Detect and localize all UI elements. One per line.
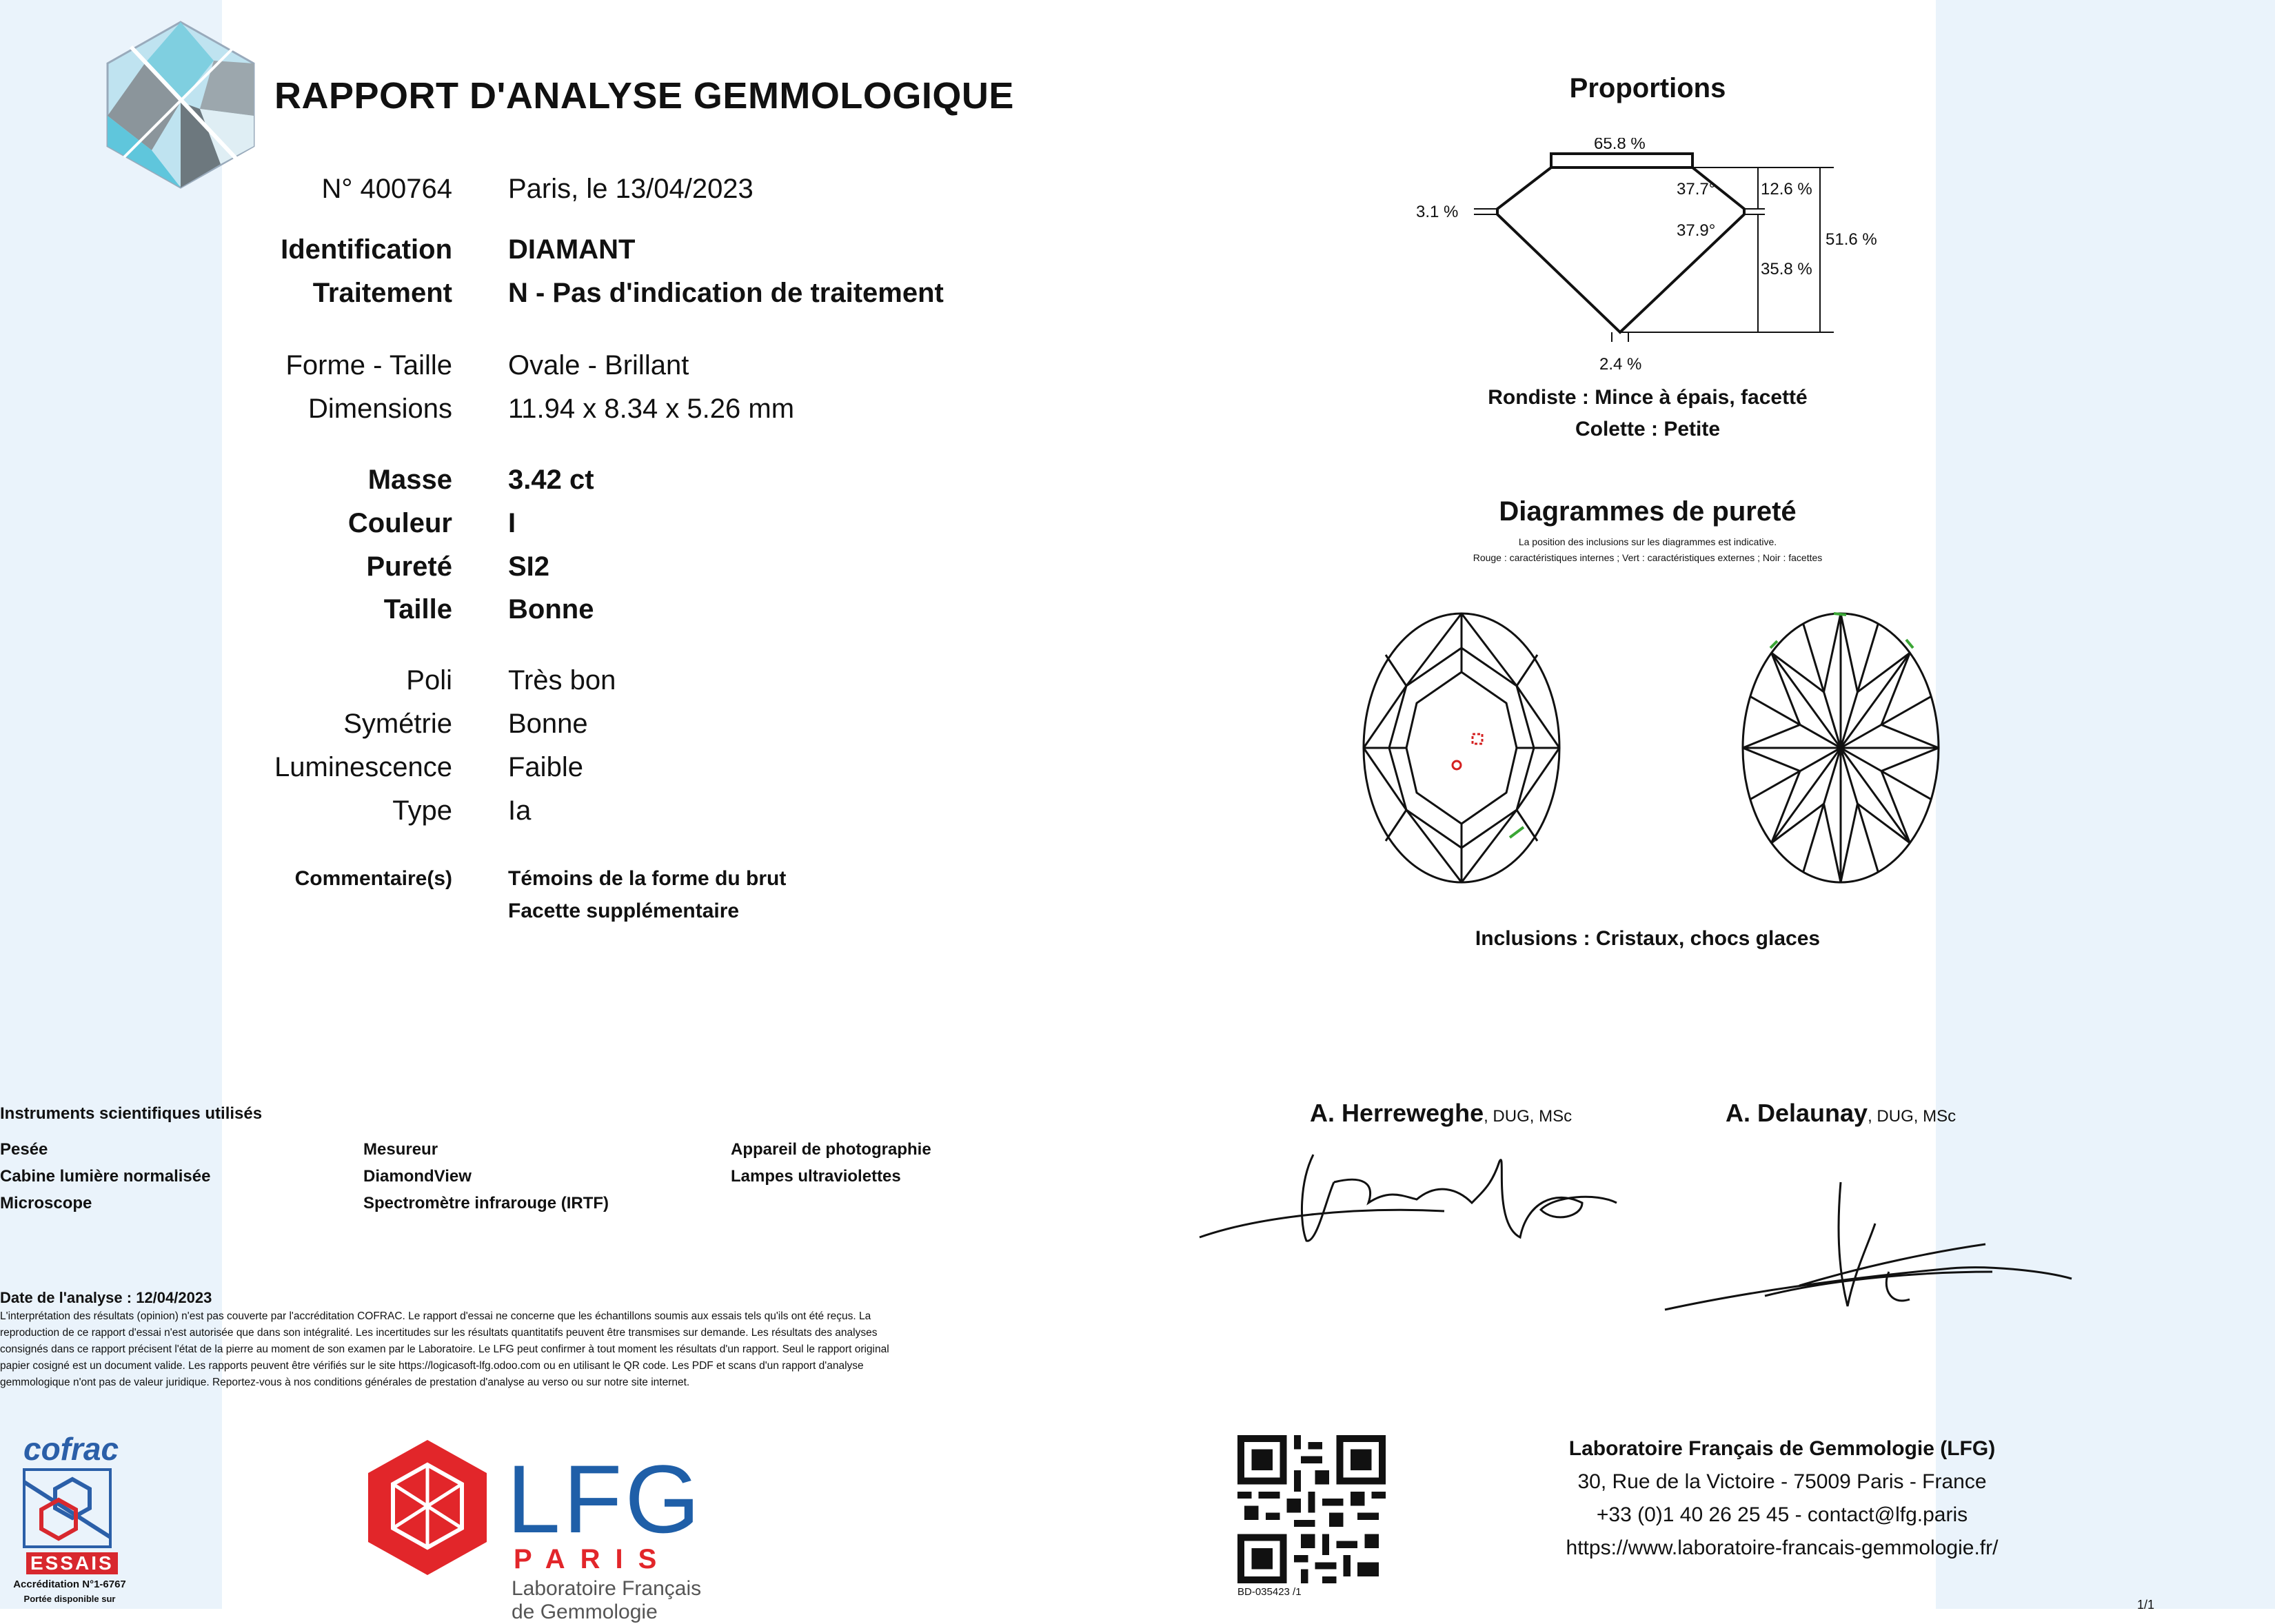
page-number: 1/1 [2137, 1598, 2155, 1612]
lfg-hexagon-logo-icon [365, 1437, 489, 1579]
crown-height-label: 12.6 % [1761, 180, 1812, 199]
cofrac-scope: Portée disponible sur [23, 1594, 116, 1604]
field-label-purete: Pureté [366, 551, 452, 582]
laboratory-contact: +33 (0)1 40 26 25 45 - contact@lfg.paris [1596, 1503, 1968, 1526]
laboratory-address: 30, Rue de la Victoire - 75009 Paris - France [1577, 1470, 1987, 1493]
field-value-dimensions: 11.94 x 8.34 x 5.26 mm [508, 394, 795, 424]
field-label-poli: Poli [406, 665, 452, 696]
girdle-text: Rondiste : Mince à épais, facetté [1488, 386, 1808, 409]
field-value-symetrie: Bonne [508, 709, 588, 739]
field-value-forme: Ovale - Brillant [508, 350, 689, 380]
qr-code-reference: BD-035423 /1 [1237, 1586, 1302, 1598]
instrument-irtf: Spectromètre infrarouge (IRTF) [363, 1194, 609, 1212]
instrument-mesureur: Mesureur [363, 1140, 438, 1159]
signature-delaunay [1661, 1168, 2075, 1327]
instruments-col1 [0, 1136, 210, 1217]
clarity-note-2: Rouge : caractéristiques internes ; Vert : caractéristiques externes ; Noir : facettes [1473, 552, 1823, 563]
lfg-city: PARIS [514, 1544, 672, 1574]
disclaimer-line-4: papier cosigné est un document valide. Les rapports peuvent être vérifiés sur le site https://logicasoft-lfg.odoo.com ou en utilisant le QR code. Les PDF et scans d'un rapport d'analyse [0, 1360, 864, 1372]
field-value-luminescence: Faible [508, 752, 583, 782]
total-depth-label: 51.6 % [1826, 230, 1877, 249]
disclaimer-line-2: reproduction de ce rapport d'essai n'est autorisée que dans son intégralité. Les incertitudes sur les résultats quantitatifs peuvent être transmises sur demande. Les résultats des analyses [0, 1327, 878, 1339]
field-value-purete: SI2 [508, 551, 550, 582]
field-label-forme: Forme - Taille [285, 350, 452, 380]
field-label-couleur: Couleur [347, 508, 452, 538]
clarity-note-1: La position des inclusions sur les diagrammes est indicative. [1518, 536, 1777, 547]
disclaimer-line-3: consignés dans ce rapport précisent l'état de la pierre au moment de son examen par le Laboratoire. Le LFG peut confirmer à tout moment les résultats d'un rapport. Seul le rapport original [0, 1343, 889, 1355]
instrument-cabine: Cabine lumière normalisée [0, 1167, 211, 1186]
lfg-subtitle-2: de Gemmologie [512, 1601, 658, 1623]
pavilion-depth-label: 35.8 % [1761, 260, 1812, 278]
signature-herreweghe [1196, 1141, 1624, 1258]
clarity-title: Diagrammes de pureté [1499, 496, 1797, 527]
cofrac-accreditation: Accréditation N°1-6767 [13, 1579, 126, 1590]
report-title: RAPPORT D'ANALYSE GEMMOLOGIQUE [274, 75, 1014, 116]
field-label-taille: Taille [383, 594, 452, 625]
instruments-col2 [363, 1136, 609, 1217]
report-place-date: Paris, le 13/04/2023 [508, 174, 754, 204]
field-label-masse: Masse [367, 465, 452, 495]
disclaimer-line-5: gemmologique n'ont pas de valeur juridique. Reportez-vous à nos conditions générales de prestation d'analyse au verso ou sur notre site internet. [0, 1377, 690, 1388]
girdle-percent-label: 3.1 % [1416, 203, 1459, 221]
comments-label: Commentaire(s) [294, 867, 452, 890]
hexagon-logo-icon [103, 19, 259, 190]
culet-percent-label: 2.4 % [1599, 355, 1642, 374]
field-label-traitement: Traitement [312, 278, 452, 308]
cofrac-essais-label: ESSAIS [26, 1552, 118, 1574]
instruments-heading: Instruments scientifiques utilisés [0, 1104, 263, 1123]
field-label-type: Type [392, 795, 452, 826]
instrument-diamondview: DiamondView [363, 1167, 472, 1186]
field-value-traitement: N - Pas d'indication de traitement [508, 278, 944, 308]
analysis-date: Date de l'analyse : 12/04/2023 [0, 1289, 212, 1306]
field-label-luminescence: Luminescence [274, 752, 452, 782]
field-value-couleur: I [508, 508, 516, 538]
disclaimer-line-1: L'interprétation des résultats (opinion) n'est pas couverte par l'accréditation COFRAC. Le rapport d'essai ne concerne que les échantillons soumis aux essais tels qu'ils ont été reçus. La [0, 1310, 871, 1322]
field-label-identification: Identification [281, 234, 452, 265]
lfg-letters: LFG [507, 1445, 703, 1553]
laboratory-block [1506, 1432, 2058, 1565]
crown-angle-label: 37.7° [1677, 180, 1716, 199]
qr-code-icon [1237, 1435, 1386, 1583]
inclusions-text: Inclusions : Cristaux, chocs glaces [1475, 927, 1821, 950]
proportions-diagram [1406, 138, 1889, 386]
report-number: N° 400764 [321, 174, 452, 204]
signature-name-1: A. Herreweghe, DUG, MSc [1310, 1099, 1573, 1127]
disclaimer-text [0, 1308, 1062, 1391]
comment-line-2: Facette supplémentaire [508, 900, 740, 922]
field-value-poli: Très bon [508, 665, 616, 696]
proportions-title: Proportions [1569, 73, 1726, 103]
cofrac-brand: cofrac [23, 1431, 119, 1467]
cofrac-logo-icon [21, 1468, 114, 1550]
instrument-pesee: Pesée [0, 1140, 48, 1159]
laboratory-website[interactable]: https://www.laboratoire-francais-gemmologie.fr/ [1566, 1536, 1999, 1559]
instrument-uv: Lampes ultraviolettes [731, 1167, 901, 1186]
comment-line-1: Témoins de la forme du brut [508, 867, 787, 890]
culet-text: Colette : Petite [1575, 418, 1721, 440]
table-percent-label: 65.8 % [1594, 138, 1646, 153]
lfg-subtitle-1: Laboratoire Français [512, 1577, 702, 1600]
field-label-symetrie: Symétrie [343, 709, 452, 739]
right-margin-strip [1936, 0, 2275, 1609]
clarity-diagram-pavilion [1737, 607, 1944, 889]
instrument-photo: Appareil de photographie [731, 1140, 931, 1159]
signature-name-2: A. Delaunay, DUG, MSc [1726, 1099, 1957, 1127]
field-value-type: Ia [508, 795, 532, 826]
field-value-identification: DIAMANT [508, 234, 636, 265]
pavilion-angle-label: 37.9° [1677, 221, 1716, 240]
laboratory-name: Laboratoire Français de Gemmologie (LFG) [1568, 1437, 1996, 1460]
field-label-dimensions: Dimensions [308, 394, 452, 424]
field-value-taille: Bonne [508, 594, 594, 625]
instruments-col3 [731, 1136, 931, 1190]
clarity-diagram-crown [1358, 607, 1565, 889]
instrument-microscope: Microscope [0, 1194, 92, 1212]
field-value-masse: 3.42 ct [508, 465, 594, 495]
